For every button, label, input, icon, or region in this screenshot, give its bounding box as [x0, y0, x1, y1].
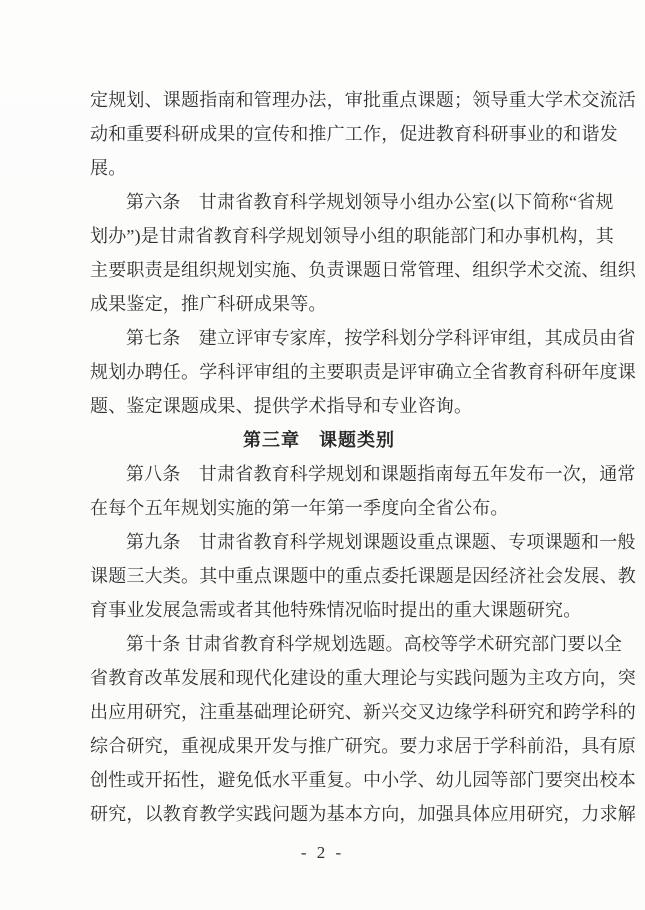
text-line: 题、鉴定课题成果、提供学术指导和专业咨询。	[90, 396, 473, 416]
text-line: 育事业发展急需或者其他特殊情况临时提出的重大课题研究。	[90, 600, 582, 620]
page-text-block	[90, 83, 636, 831]
text-line: 规划办聘任。学科评审组的主要职责是评审确立全省教育科研年度课	[90, 362, 636, 382]
text-line: 成果鉴定，推广科研成果等。	[90, 294, 327, 314]
text-line: 省教育改革发展和现代化建设的重大理论与实践问题为主攻方向，突	[90, 668, 636, 688]
text-line-article-7: 第七条 建立评审专家库，按学科划分学科评审组，其成员由省	[126, 328, 636, 348]
text-line: 综合研究，重视成果开发与推广研究。要力求居于学科前沿，具有原	[90, 736, 636, 756]
text-line-article-8: 第八条 甘肃省教育科学规划和课题指南每五年发布一次，通常	[126, 464, 636, 484]
text-line-article-9: 第九条 甘肃省教育科学规划课题设重点课题、专项课题和一般	[126, 532, 636, 552]
text-line: 动和重要科研成果的宣传和推广工作，促进教育科研事业的和谐发	[90, 124, 618, 144]
page-number: - 2 -	[300, 843, 345, 862]
text-line: 定规划、课题指南和管理办法，审批重点课题；领导重大学术交流活	[90, 90, 636, 110]
text-line: 在每个五年规划实施的第一年第一季度向全省公布。	[90, 498, 509, 518]
text-line: 课题三大类。其中重点课题中的重点委托课题是因经济社会发展、教	[90, 566, 636, 586]
text-line: 展。	[90, 158, 127, 178]
chapter-heading: 第三章 课题类别	[243, 430, 395, 450]
text-line-article-6: 第六条 甘肃省教育科学规划领导小组办公室(以下简称“省规	[126, 192, 614, 212]
text-line-article-10: 第十条 甘肃省教育科学规划选题。高校等学术研究部门要以全	[126, 634, 623, 654]
text-line: 主要职责是组织规划实施、负责课题日常管理、组织学术交流、组织	[90, 260, 636, 280]
text-line: 划办”)是甘肃省教育科学规划领导小组的职能部门和办事机构，其	[90, 226, 614, 246]
text-line: 创性或开拓性，避免低水平重复。中小学、幼儿园等部门要突出校本	[90, 770, 636, 790]
text-line: 出应用研究，注重基础理论研究、新兴交叉边缘学科研究和跨学科的	[90, 702, 636, 722]
text-line: 研究，以教育教学实践问题为基本方向，加强具体应用研究，力求解	[90, 804, 636, 824]
